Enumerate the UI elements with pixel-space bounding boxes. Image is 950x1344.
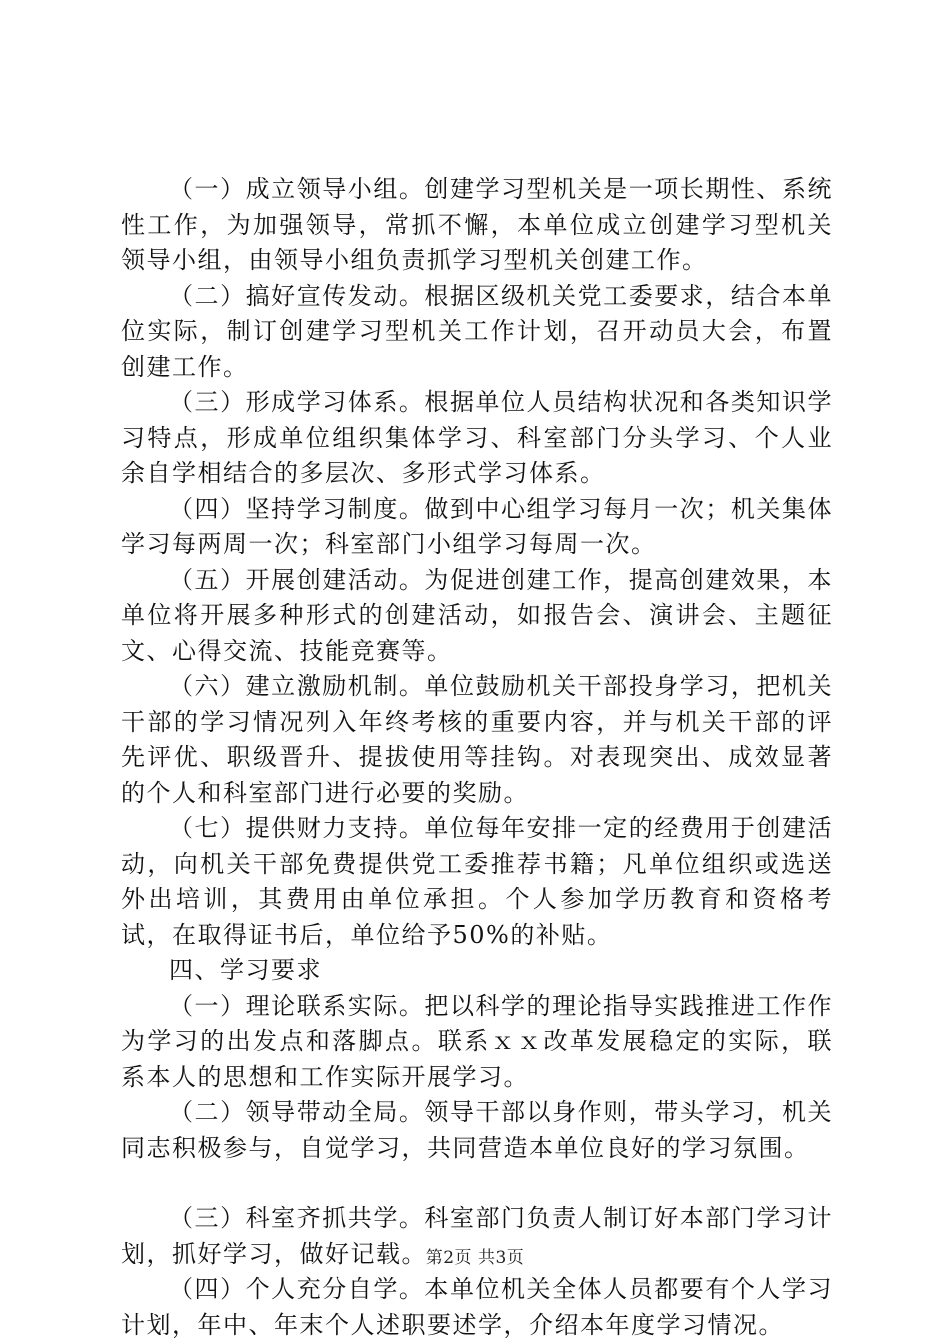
document-body xyxy=(121,172,833,1343)
paragraph-departments: （三）科室齐抓共学。科室部门负责人制订好本部门学习计划，抓好学习，做好记载。 xyxy=(121,1204,833,1268)
paragraph-leading-group: （一）成立领导小组。创建学习型机关是一项长期性、系统性工作，为加强领导，常抓不懈，本单位成立创建学习型机关领导小组，由领导小组负责抓学习型机关创建工作。 xyxy=(121,175,833,274)
paragraph-funding: （七）提供财力支持。单位每年安排一定的经费用于创建活动，向机关干部免费提供党工委推荐书籍；凡单位组织或选送外出培训，其费用由单位承担。个人参加学历教育和资格考试，在取得证书后，单位给予50%的补贴。 xyxy=(121,814,833,949)
paragraph-theory-practice: （一）理论联系实际。把以科学的理论指导实践推进工作作为学习的出发点和落脚点。联系ｘｘ改革发展稳定的实际，联系本人的思想和工作实际开展学习。 xyxy=(121,991,833,1091)
paragraph-self-study: （四）个人充分自学。本单位机关全体人员都要有个人学习计划，年中、年末个人述职要述学，介绍本年度学习情况。 xyxy=(121,1275,833,1339)
paragraph-publicity: （二）搞好宣传发动。根据区级机关党工委要求，结合本单位实际，制订创建学习型机关工作计划，召开动员大会，布置创建工作。 xyxy=(121,281,833,381)
page-number-footer: 第2页 共3页 xyxy=(425,1248,525,1268)
paragraph-learning-schedule: （四）坚持学习制度。做到中心组学习每月一次；机关集体学习每两周一次；科室部门小组学习每周一次。 xyxy=(121,494,833,558)
paragraph-learning-system: （三）形成学习体系。根据单位人员结构状况和各类知识学习特点，形成单位组织集体学习、科室部门分头学习、个人业余自学相结合的多层次、多形式学习体系。 xyxy=(121,388,833,487)
section-heading-requirements: 四、学习要求 xyxy=(169,956,322,984)
paragraph-activities: （五）开展创建活动。为促进创建工作，提高创建效果，本单位将开展多种形式的创建活动，如报告会、演讲会、主题征文、心得交流、技能竞赛等。 xyxy=(121,565,833,665)
paragraph-incentives: （六）建立激励机制。单位鼓励机关干部投身学习，把机关干部的学习情况列入年终考核的重要内容，并与机关干部的评先评优、职级晋升、提拔使用等挂钩。对表现突出、成效显著的个人和科室部门进行必要的奖励。 xyxy=(121,672,833,807)
paragraph-leadership: （二）领导带动全局。领导干部以身作则，带头学习，机关同志积极参与，自觉学习，共同营造本单位良好的学习氛围。 xyxy=(121,1098,833,1162)
